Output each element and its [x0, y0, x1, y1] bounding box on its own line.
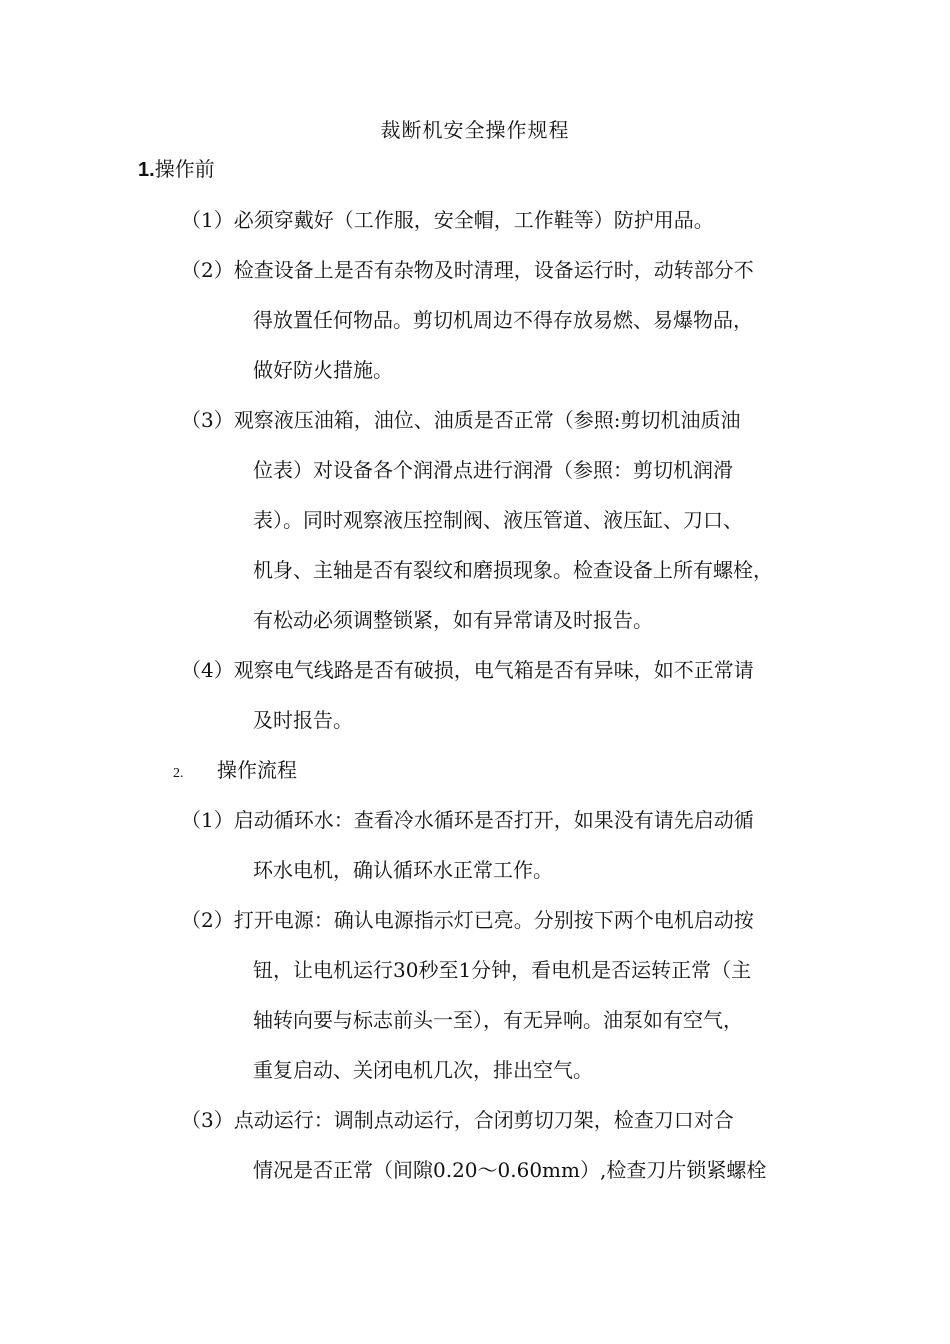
- section-2-line: （2）打开电源：确认电源指示灯已亮。分别按下两个电机启动按: [181, 908, 754, 932]
- section-1-line: （4）观察电气线路是否有破损，电气箱是否有异味，如不正常请: [181, 658, 754, 682]
- section-1-line: 做好防火措施。: [253, 358, 393, 382]
- section-2-line: 轴转向要与标志前头一至），有无异响。油泵如有空气，: [253, 1008, 743, 1032]
- section-1-title: 操作前: [154, 159, 215, 181]
- section-2-line: 重复启动、关闭电机几次，排出空气。: [253, 1058, 593, 1082]
- section-1-line: 及时报告。: [253, 708, 353, 732]
- section-1-line: （3）观察液压油箱，油位、油质是否正常（参照:剪切机油质油: [181, 408, 741, 432]
- section-2-title: 操作流程: [217, 758, 297, 782]
- section-2-heading: [173, 757, 297, 787]
- section-1-line: 表）。同时观察液压控制阀、液压管道、液压缸、刀口、: [253, 508, 743, 532]
- section-1-line: （1）必须穿戴好（工作服，安全帽，工作鞋等）防护用品。: [181, 208, 714, 232]
- section-2-line: （3）点动运行：调制点动运行，合闭剪切刀架，检查刀口对合: [181, 1108, 734, 1132]
- section-1-line: 有松动必须调整锁紧，如有异常请及时报告。: [253, 608, 653, 632]
- section-2-line: 环水电机，确认循环水正常工作。: [253, 858, 553, 882]
- page-title: 裁断机安全操作规程: [380, 118, 570, 142]
- section-1-line: 得放置任何物品。剪切机周边不得存放易燃、易爆物品，: [253, 308, 753, 332]
- section-1-heading: [138, 157, 215, 183]
- section-2-line: （1）启动循环水：查看冷水循环是否打开，如果没有请先启动循: [181, 808, 754, 832]
- section-2-number: 2.: [173, 766, 184, 781]
- section-2-line: 情况是否正常（间隙0.20〜0.60mm）,检查刀片锁紧螺栓: [253, 1158, 767, 1182]
- section-1-line: 机身、主轴是否有裂纹和磨损现象。检查设备上所有螺栓，: [253, 558, 773, 582]
- section-1-line: 位表）对设备各个润滑点进行润滑（参照：剪切机润滑: [253, 458, 733, 482]
- section-1-line: （2）检查设备上是否有杂物及时清理，设备运行时，动转部分不: [181, 258, 754, 282]
- section-1-number: 1.: [138, 159, 155, 181]
- section-2-line: 钮，让电机运行30秒至1分钟，看电机是否运转正常（主: [253, 958, 752, 982]
